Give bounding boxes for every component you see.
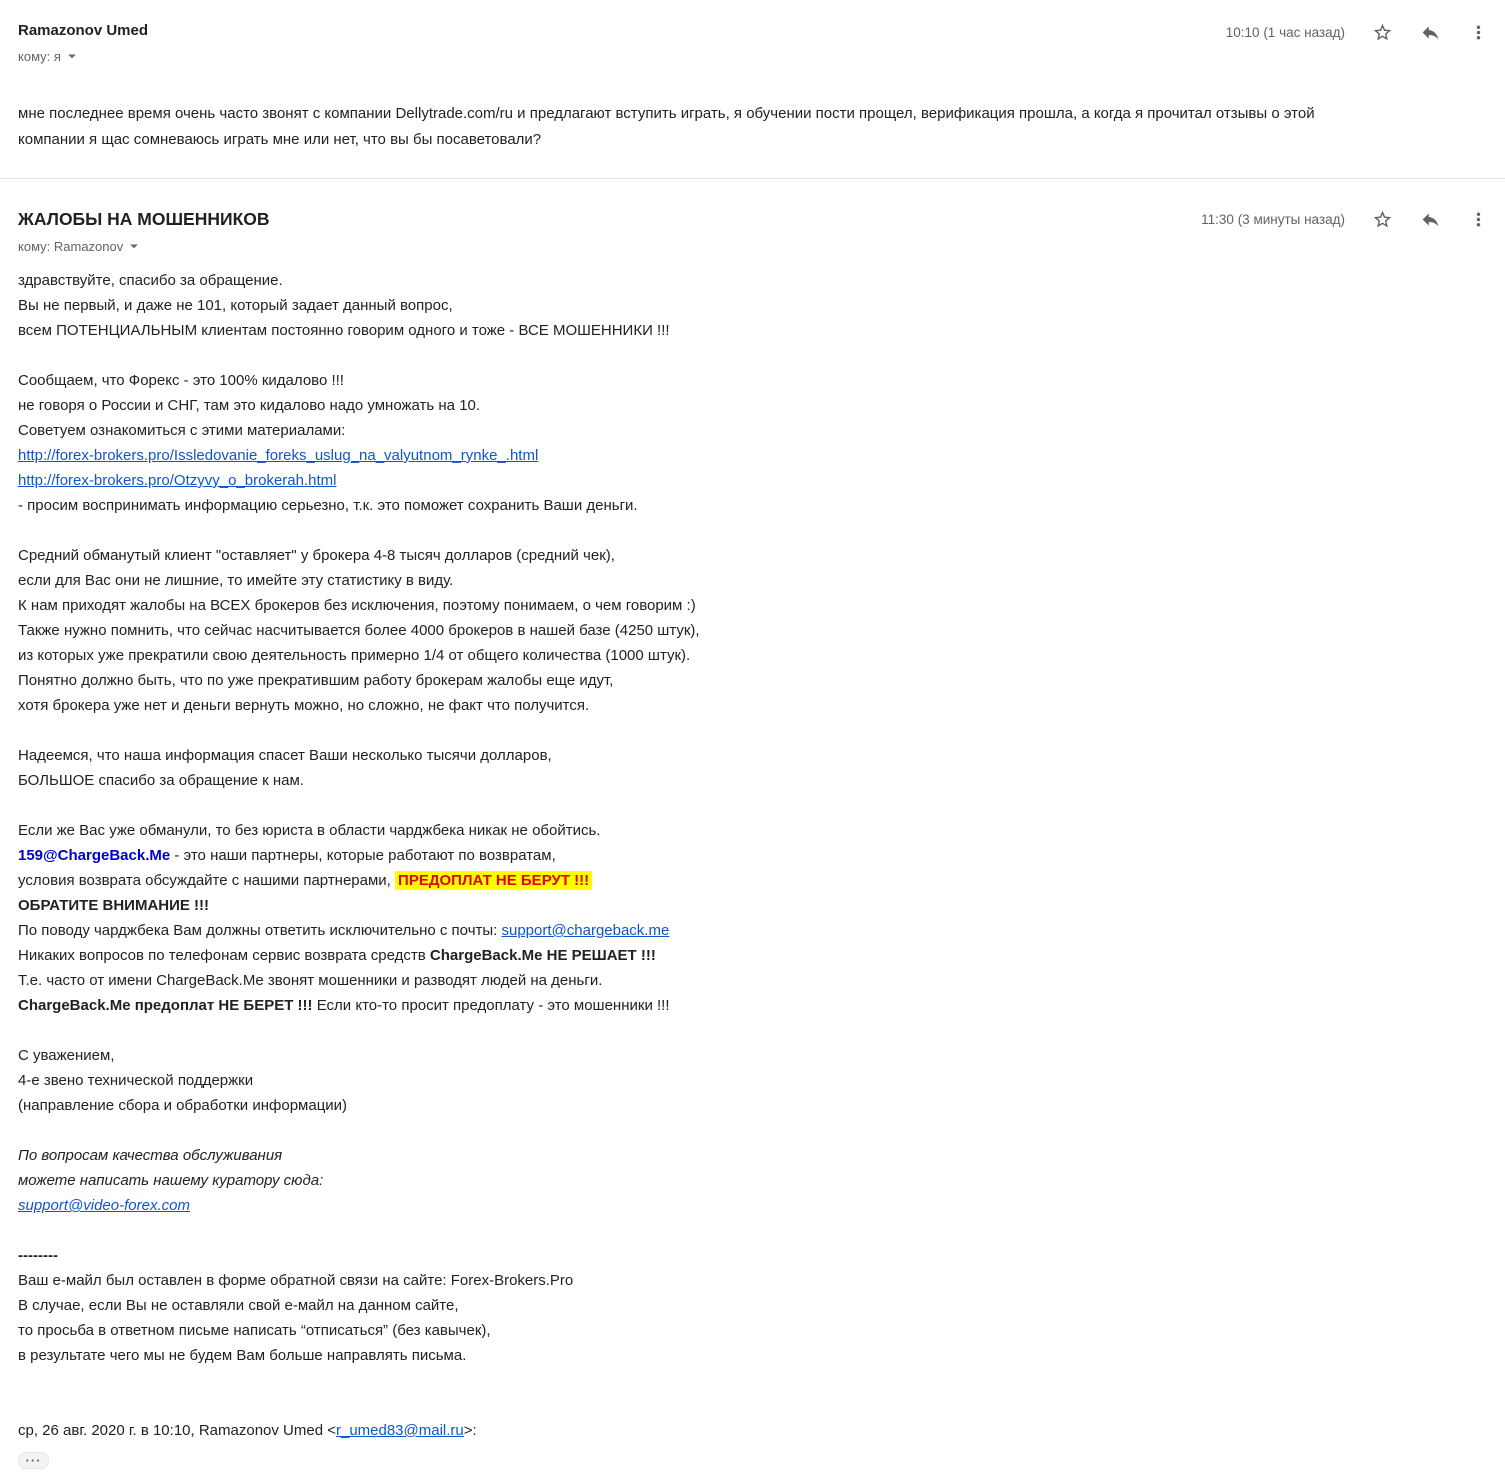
body-line bbox=[18, 1143, 1505, 1168]
link[interactable]: r_umed83@mail.ru bbox=[335, 1422, 464, 1439]
email-body bbox=[0, 101, 1505, 152]
text-segment: К нам приходят жалобы на ВСЕХ брокеров без исключения, поэтому понимаем, о чем говорим :) bbox=[18, 597, 696, 614]
text-segment: ПРЕДОПЛАТ НЕ БЕРУТ !!! bbox=[395, 871, 592, 890]
sender-name[interactable]: ЖАЛОБЫ НА МОШЕННИКОВ bbox=[18, 209, 270, 229]
body-line bbox=[18, 568, 1505, 593]
body-line bbox=[18, 1368, 1505, 1393]
recipient-label: кому: я bbox=[18, 48, 61, 64]
body-line bbox=[18, 1243, 1505, 1268]
body-line bbox=[18, 693, 1505, 718]
body-line bbox=[18, 1418, 1505, 1443]
text-segment: Вы не первый, и даже не 101, который задает данный вопрос, bbox=[18, 297, 453, 314]
body-line bbox=[18, 493, 1505, 518]
text-segment: Ваш е-майл был оставлен в форме обратной связи на сайте: Forex-Brokers.Pro bbox=[18, 1272, 574, 1289]
body-line bbox=[18, 718, 1505, 743]
body-line bbox=[18, 618, 1505, 643]
body-line bbox=[18, 668, 1505, 693]
link[interactable]: http://forex-brokers.pro/Issledovanie_foreks_uslug_na_valyutnom_rynke_.html bbox=[18, 447, 539, 464]
body-line bbox=[18, 543, 1505, 568]
body-line bbox=[18, 1393, 1505, 1418]
email-message-1 bbox=[0, 0, 1505, 179]
text-segment: По вопросам качества обслуживания bbox=[18, 1147, 283, 1164]
timestamp: 11:30 (3 минуты назад) bbox=[1201, 211, 1345, 227]
chevron-down-icon bbox=[63, 47, 81, 65]
text-segment: можете написать нашему куратору сюда: bbox=[18, 1172, 324, 1189]
star-icon[interactable] bbox=[1371, 21, 1393, 43]
text-segment: -------- bbox=[18, 1247, 58, 1264]
body-line bbox=[18, 1093, 1505, 1118]
body-line bbox=[18, 293, 1505, 318]
body-line bbox=[18, 743, 1505, 768]
star-icon[interactable] bbox=[1371, 208, 1393, 230]
body-line bbox=[18, 818, 1505, 843]
email-body bbox=[0, 268, 1505, 1443]
text-segment: Понятно должно быть, что по уже прекратившим работу брокерам жалобы еще идут, bbox=[18, 672, 614, 689]
email-2-header bbox=[0, 207, 1505, 255]
text-segment: Сообщаем, что Форекс - это 100% кидалово !!! bbox=[18, 372, 344, 389]
body-line bbox=[18, 868, 1505, 893]
timestamp: 10:10 (1 час назад) bbox=[1225, 24, 1345, 40]
recipient-details-toggle[interactable] bbox=[18, 237, 270, 255]
sender-name[interactable]: Ramazonov Umed bbox=[18, 22, 149, 39]
text-segment: - просим воспринимать информацию серьезно, т.к. это поможет сохранить Ваши деньги. bbox=[18, 497, 638, 514]
body-line bbox=[18, 1018, 1505, 1043]
reply-icon[interactable] bbox=[1419, 208, 1441, 230]
text-segment: компании я щас сомневаюсь играть мне или нет, что вы бы посаветовали? bbox=[18, 130, 542, 148]
text-segment: С уважением, bbox=[18, 1047, 115, 1064]
text-segment: Т.е. часто от имени ChargeBack.Me звонят мошенники и разводят людей на деньги. bbox=[18, 972, 603, 989]
body-line bbox=[18, 268, 1505, 293]
body-line bbox=[18, 943, 1505, 968]
body-line bbox=[18, 893, 1505, 918]
body-line bbox=[18, 1343, 1505, 1368]
body-line bbox=[18, 1218, 1505, 1243]
body-line bbox=[18, 418, 1505, 443]
body-line bbox=[18, 1043, 1505, 1068]
text-segment: Если кто-то просит предоплату - это мошенники !!! bbox=[312, 997, 670, 1014]
text-segment: Если же Вас уже обманули, то без юриста в области чарджбека никак не обойтись. bbox=[18, 822, 601, 839]
body-line bbox=[18, 1118, 1505, 1143]
body-line bbox=[18, 343, 1505, 368]
body-line bbox=[18, 318, 1505, 343]
body-line bbox=[18, 393, 1505, 418]
body-line bbox=[18, 643, 1505, 668]
text-segment: >: bbox=[463, 1422, 477, 1439]
text-segment: Надеемся, что наша информация спасет Ваши несколько тысячи долларов, bbox=[18, 747, 552, 764]
text-segment: БОЛЬШОЕ спасибо за обращение к нам. bbox=[18, 772, 304, 789]
text-segment: в результате чего мы не будем Вам больше направлять письма. bbox=[18, 1347, 467, 1364]
text-segment: Никаких вопросов по телефонам сервис возврата средств bbox=[18, 947, 430, 964]
text-segment: из которых уже прекратили свою деятельность примерно 1/4 от общего количества (1000 штук). bbox=[18, 647, 691, 664]
text-segment: ChargeBack.Me НЕ РЕШАЕТ !!! bbox=[429, 947, 656, 964]
text-segment: хотя брокера уже нет и деньги вернуть можно, но сложно, не факт что получится. bbox=[18, 697, 590, 714]
text-segment: Средний обманутый клиент "оставляет" у брокера 4-8 тысяч долларов (средний чек), bbox=[18, 547, 615, 564]
recipient-label: кому: Ramazonov bbox=[18, 238, 124, 254]
text-segment: 159@ChargeBack.Me bbox=[18, 847, 171, 864]
body-line bbox=[18, 368, 1505, 393]
show-trimmed-content-button[interactable]: ··· bbox=[18, 1452, 49, 1469]
link[interactable]: support@chargeback.me bbox=[501, 922, 670, 939]
body-line bbox=[18, 1168, 1505, 1193]
body-line bbox=[18, 768, 1505, 793]
body-line bbox=[18, 443, 1505, 468]
body-line bbox=[18, 1068, 1505, 1093]
text-segment: не говоря о России и СНГ, там это кидалово надо умножать на 10. bbox=[18, 397, 481, 414]
text-segment: Советуем ознакомиться с этими материалами: bbox=[18, 422, 346, 439]
body-line bbox=[18, 1193, 1505, 1218]
text-segment: По поводу чарджбека Вам должны ответить исключительно с почты: bbox=[18, 922, 502, 939]
more-options-icon[interactable] bbox=[1467, 21, 1489, 43]
body-line bbox=[18, 1318, 1505, 1343]
body-line bbox=[18, 993, 1505, 1018]
body-line bbox=[18, 101, 1505, 127]
text-segment: то просьба в ответном письме написать “отписаться” (без кавычек), bbox=[18, 1322, 491, 1339]
text-segment: (направление сбора и обработки информации) bbox=[18, 1097, 348, 1114]
reply-icon[interactable] bbox=[1419, 21, 1441, 43]
body-line bbox=[18, 1268, 1505, 1293]
text-segment: мне последнее время очень часто звонят с компании Dellytrade.com/ru и предлагают вступить играть, я обучении пости прощел, верификация прошла, а когда я прочитал отзывы о этой bbox=[18, 105, 1315, 122]
text-segment: 4-е звено технической поддержки bbox=[18, 1072, 254, 1089]
email-message-2 bbox=[0, 179, 1505, 1469]
text-segment: здравствуйте, спасибо за обращение. bbox=[18, 272, 283, 289]
text-segment: если для Вас они не лишние, то имейте эту статистику в виду. bbox=[18, 572, 454, 589]
text-segment: ChargeBack.Me предоплат НЕ БЕРЕТ !!! bbox=[18, 997, 313, 1014]
body-line bbox=[18, 1293, 1505, 1318]
recipient-details-toggle[interactable] bbox=[18, 47, 148, 65]
link[interactable]: http://forex-brokers.pro/Otzyvy_o_brokerah.html bbox=[18, 472, 337, 489]
link[interactable]: support@video-forex.com bbox=[18, 1197, 190, 1214]
email-1-header bbox=[0, 20, 1505, 65]
text-segment: условия возврата обсуждайте с нашими партнерами, bbox=[18, 872, 396, 889]
body-line bbox=[18, 468, 1505, 493]
text-segment: - это наши партнеры, которые работают по возвратам, bbox=[170, 847, 556, 864]
body-line bbox=[18, 968, 1505, 993]
body-line bbox=[18, 518, 1505, 543]
text-segment: В случае, если Вы не оставляли свой е-майл на данном сайте, bbox=[18, 1297, 459, 1314]
chevron-down-icon bbox=[125, 237, 143, 255]
body-line bbox=[18, 918, 1505, 943]
text-segment: всем ПОТЕНЦИАЛЬНЫМ клиентам постоянно говорим одного и тоже - ВСЕ МОШЕННИКИ !!! bbox=[18, 322, 670, 339]
text-segment: Также нужно помнить, что сейчас насчитывается более 4000 брокеров в нашей базе (4250 штук), bbox=[18, 622, 700, 639]
body-line bbox=[18, 127, 1505, 153]
more-options-icon[interactable] bbox=[1467, 208, 1489, 230]
body-line bbox=[18, 793, 1505, 818]
text-segment: ОБРАТИТЕ ВНИМАНИЕ !!! bbox=[18, 897, 210, 914]
body-line bbox=[18, 843, 1505, 868]
body-line bbox=[18, 593, 1505, 618]
text-segment: ср, 26 авг. 2020 г. в 10:10, Ramazonov Umed < bbox=[18, 1422, 336, 1439]
